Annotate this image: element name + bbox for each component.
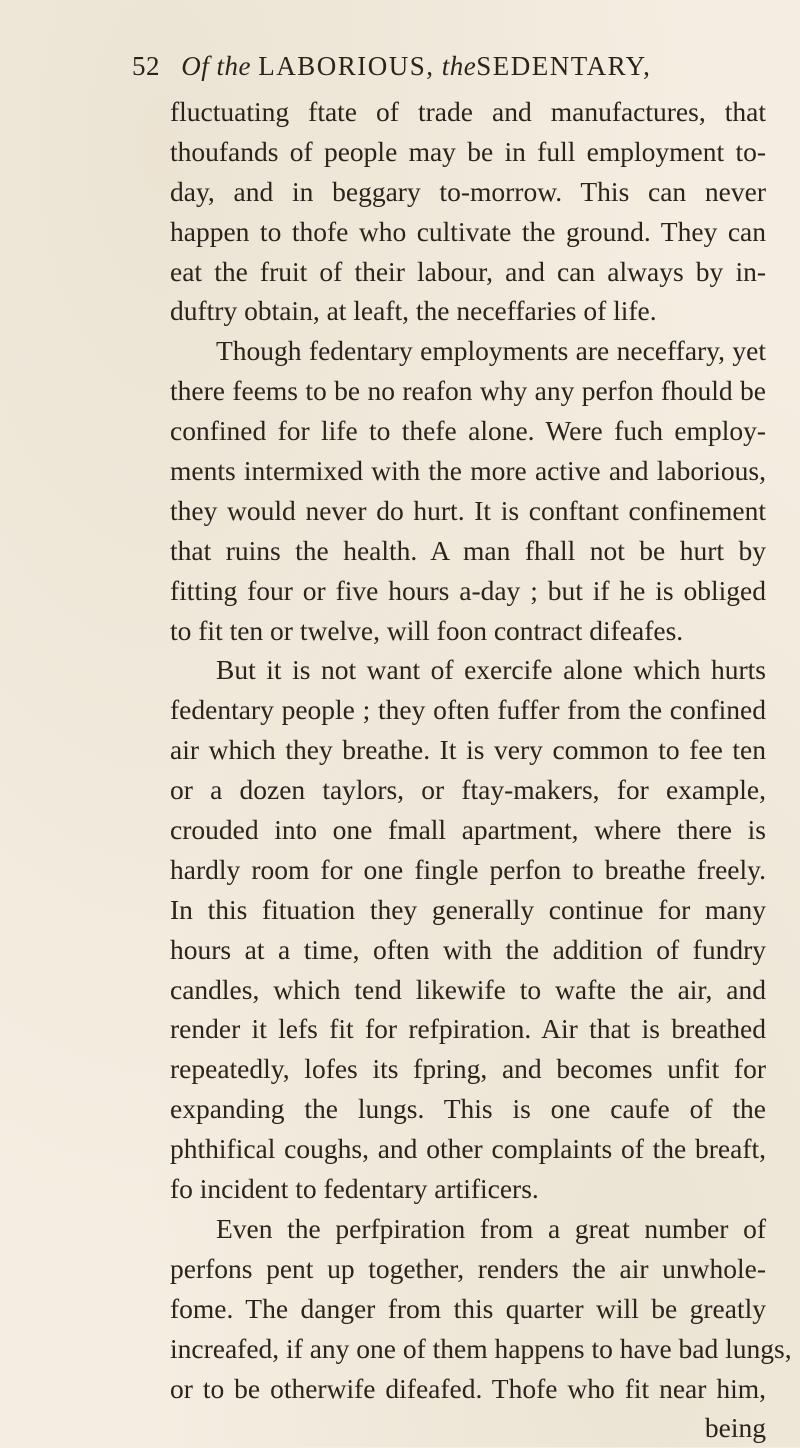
text-line: hardly room for one fingle perfon to breathe freely. <box>170 853 766 885</box>
text-line: candles, which tend likewife to wafte the air, and <box>170 973 766 1005</box>
text-line: ments intermixed with the more active and laborious, <box>170 455 766 487</box>
text-line: happen to thofe who cultivate the ground. They can <box>170 215 766 247</box>
text-line: confined for life to thefe alone. Were fuch employ- <box>170 415 766 447</box>
paragraph-start-line: But it is not want of exercife alone which hurts <box>216 654 766 686</box>
header-of-the: Of the <box>181 51 251 81</box>
text-line: eat the fruit of their labour, and can always by in- <box>170 255 766 287</box>
paragraph-start-line: Though fedentary employments are neceffary, yet <box>216 335 766 367</box>
text-line: that ruins the health. A man fhall not be hurt by <box>170 534 766 566</box>
text-line: air which they breathe. It is very common to fee ten <box>170 734 766 766</box>
text-line: they would never do hurt. It is conftant confinement <box>170 494 766 526</box>
header-the: the <box>441 51 477 81</box>
text-line: or a dozen taylors, or ftay-makers, for example, <box>170 774 766 806</box>
text-line: day, and in beggary to-morrow. This can never <box>170 175 766 207</box>
text-line: fitting four or five hours a-day ; but if he is obliged <box>170 574 766 606</box>
text-line: render it lefs fit for refpiration. Air that is breathed <box>170 1013 766 1045</box>
text-line: hours at a time, often with the addition of fundry <box>170 933 766 965</box>
header-laborious: LABORIOUS, <box>258 51 435 81</box>
page-number: 52 <box>132 51 160 81</box>
text-line: thoufands of people may be in full employment to- <box>170 135 766 167</box>
running-header <box>132 46 732 86</box>
text-line: perfons pent up together, renders the air unwhole- <box>170 1252 766 1284</box>
text-line: expanding the lungs. This is one caufe of the <box>170 1093 766 1125</box>
text-line: phthifical coughs, and other complaints of the breaft, <box>170 1133 766 1165</box>
text-line: there feems to be no reafon why any perfon fhould be <box>170 375 766 407</box>
text-line: crouded into one fmall apartment, where there is <box>170 814 766 846</box>
text-line: or to be otherwife difeafed. Thofe who fit near him, <box>170 1372 766 1404</box>
text-line: In this fituation they generally continue for many <box>170 893 766 925</box>
text-line: fo incident to fedentary artificers. <box>170 1173 539 1205</box>
text-line: fedentary people ; they often fuffer from the confined <box>170 694 766 726</box>
body-text <box>170 92 792 1448</box>
paragraph-start-line: Even the perfpiration from a great number of <box>216 1212 766 1244</box>
text-line: fome. The danger from this quarter will be greatly <box>170 1292 766 1324</box>
text-line: fluctuating ftate of trade and manufactures, that <box>170 96 766 127</box>
text-line: duftry obtain, at leaft, the neceffaries of life. <box>170 295 657 327</box>
text-line: increafed, if any one of them happens to have bad lungs, <box>170 1332 792 1364</box>
text-line: to fit ten or twelve, will foon contract difeafes. <box>170 614 684 646</box>
text-line: repeatedly, lofes its fpring, and becomes unfit for <box>170 1053 766 1085</box>
header-sedentary: SEDENTARY, <box>476 51 652 81</box>
catchword: being <box>704 1412 766 1444</box>
